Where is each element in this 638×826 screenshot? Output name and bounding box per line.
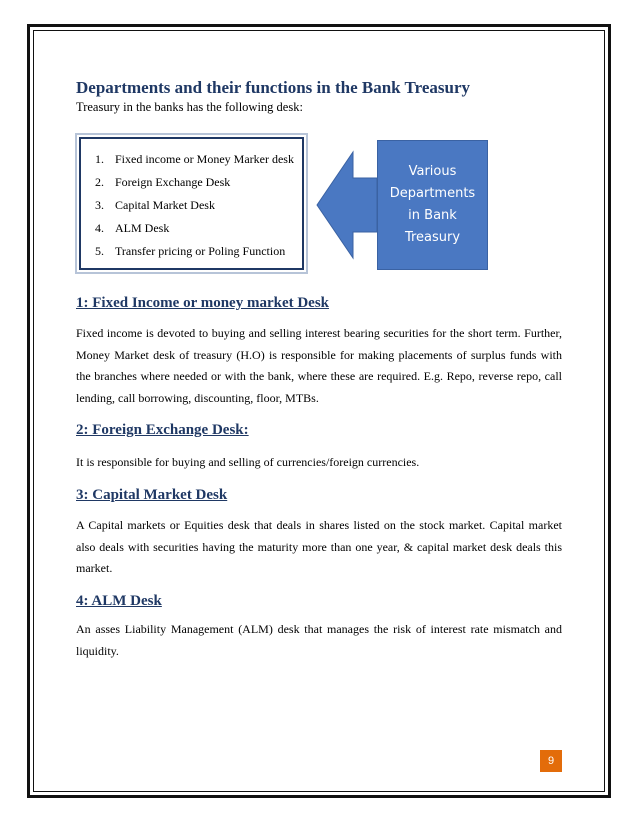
section-title-fixed-income: 1: Fixed Income or money market Desk: [76, 295, 330, 311]
section-title-alm: 4: ALM Desk: [76, 593, 162, 609]
desk-list-label: Fixed income or Money Marker desk: [115, 152, 294, 166]
section-title-capital-market: 3: Capital Market Desk: [76, 487, 228, 503]
section-text-capital-market: A Capital markets or Equities desk that deals in shares listed on the stock market. Capital market also deals with securities having the maturity more than one year, & capital market desk deals this market.: [76, 518, 562, 575]
desk-list-label: Capital Market Desk: [115, 198, 215, 212]
callout-text: Various Departments in Bank Treasury: [389, 164, 476, 245]
desk-list-number: 4.: [95, 221, 104, 235]
desk-list-item: [95, 148, 294, 171]
desk-list-box: [79, 137, 304, 270]
treasury-callout-box: [377, 140, 488, 270]
desk-list-number: 1.: [95, 152, 104, 166]
desk-list-number: 5.: [95, 244, 104, 258]
section-title-forex: 2: Foreign Exchange Desk:: [76, 422, 249, 438]
desk-list-label: ALM Desk: [115, 221, 170, 235]
section-text-fixed-income: Fixed income is devoted to buying and selling interest bearing securities for the short term. Further, Money Market desk of treasury (H.O) is responsible for making placements of surplus funds with the branches where needed or with the bank, where these are required. E.g. Repo, reverse repo, call lending, call borrowing, discounting, floor, MTBs.: [76, 326, 562, 405]
desk-list-number: 2.: [95, 175, 104, 189]
intro-text: Treasury in the banks has the following desk:: [76, 100, 303, 114]
section-text-alm: An asses Liability Management (ALM) desk that manages the risk of interest rate mismatch and liquidity.: [76, 622, 562, 658]
desk-list: [95, 148, 294, 263]
desk-list-item: [95, 194, 294, 217]
desk-list-item: [95, 171, 294, 194]
left-arrow-icon: [315, 150, 379, 260]
section-text-forex: It is responsible for buying and selling of currencies/foreign currencies.: [76, 455, 420, 469]
page-title: Departments and their functions in the Bank Treasury: [76, 78, 471, 97]
desk-list-item: [95, 217, 294, 240]
desk-list-number: 3.: [95, 198, 104, 212]
page-number-badge: 9: [540, 750, 562, 772]
desk-list-label: Foreign Exchange Desk: [115, 175, 231, 189]
desk-list-label: Transfer pricing or Poling Function: [115, 244, 286, 258]
desk-list-item: [95, 240, 294, 263]
